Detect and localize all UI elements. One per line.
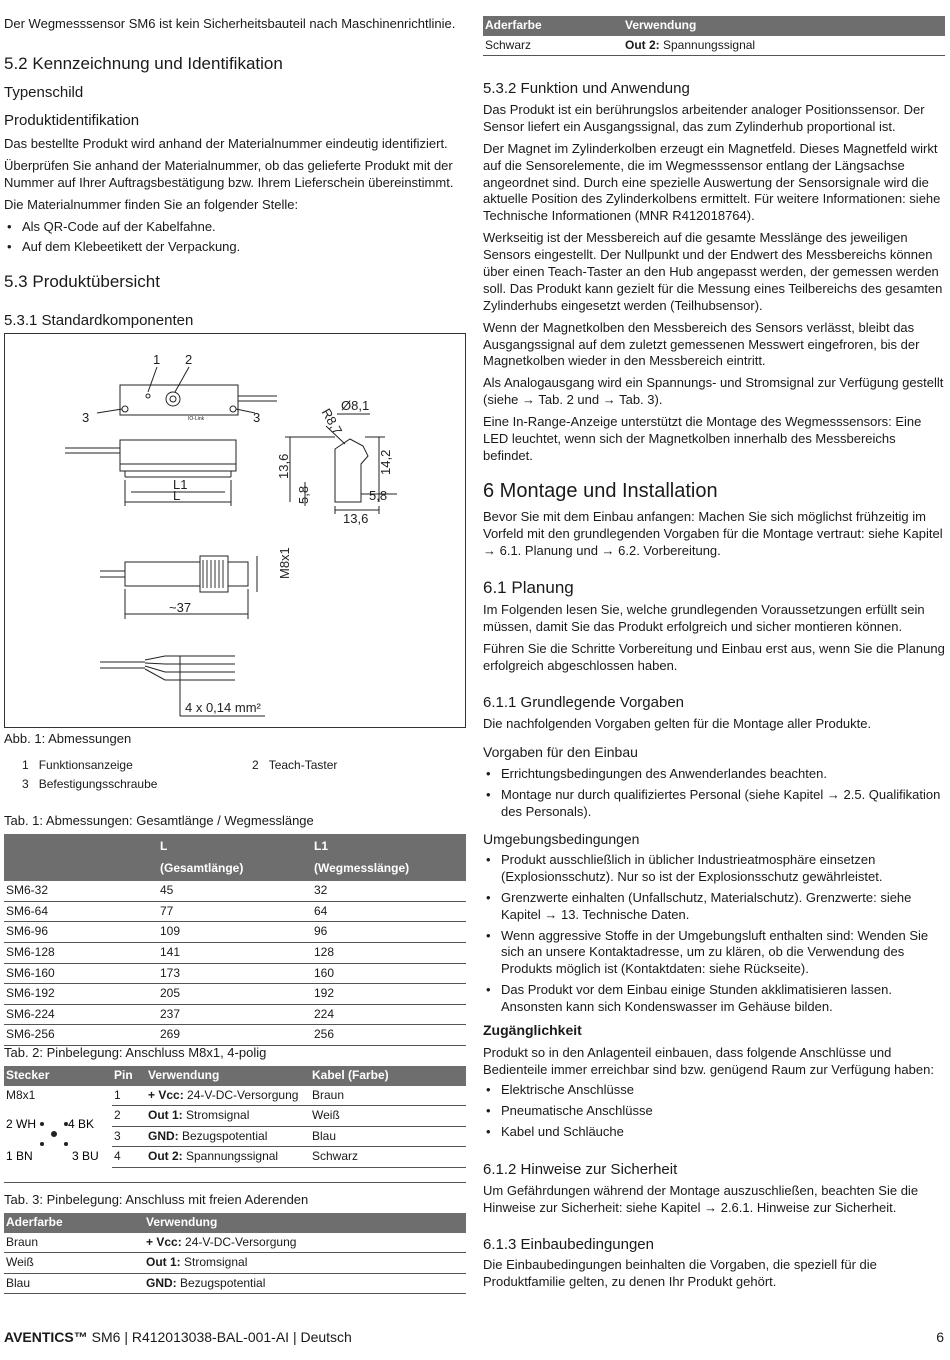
tab1-l1: 32 <box>312 881 466 901</box>
table-row <box>4 901 466 922</box>
einbau-heading: Vorgaben für den Einbau <box>483 744 638 760</box>
tab2-usage: GND: Bezugspotential <box>146 1126 310 1147</box>
list-item: • Auf dem Klebeetikett der Verpackung. <box>4 239 466 256</box>
footer-brand: AVENTICS™ <box>4 1328 88 1345</box>
tab3-header: Verwendung <box>144 1213 466 1233</box>
tab3-continued-table <box>483 16 945 56</box>
list-item: • Kabel und Schläuche <box>483 1124 945 1141</box>
section-6-title: 6 Montage und Installation <box>483 480 718 502</box>
wire-lead <box>145 656 235 660</box>
typenschild-heading: Typenschild <box>4 84 84 101</box>
pin-wh-label: 2 WH <box>6 1116 36 1131</box>
tab1-model: SM6-192 <box>4 984 158 1005</box>
section-5-2-title: 5.2 Kennzeichnung und Identifikation <box>4 54 283 73</box>
s532-p6: Eine In-Range-Anzeige unterstützt die Montage des Wegmesssensors: Eine LED leuchtet, wenn sich der Magnetkolben innerhalb des Messbereichs befindet. <box>483 414 922 463</box>
s61-p2: Führen Sie die Schritte Vorbereitung und Einbau erst aus, wenn Sie die Planung erfolgreich abgeschlossen haben. <box>483 640 945 673</box>
dim-diameter: Ø8,1 <box>341 398 370 413</box>
callout-2: 2 <box>185 352 193 367</box>
s612-p1: Um Gefährdungen während der Montage auszuschließen, beachten Sie die Hinweise zur Sicherheit: siehe Kapitel → 2.6.1. Hinweise zur Sicherheit. <box>483 1183 919 1215</box>
tab1-l: 109 <box>158 922 312 943</box>
tab3c-header: Verwendung <box>623 16 945 36</box>
tab3c-color: Schwarz <box>483 36 623 56</box>
profile-section <box>335 439 368 502</box>
table-row <box>4 963 466 984</box>
page-number: 6 <box>936 1328 944 1345</box>
tab1-l: 269 <box>158 1025 312 1046</box>
section-5-3-title: 5.3 Produktübersicht <box>4 272 160 291</box>
tab1-l: 205 <box>158 984 312 1005</box>
list-item: • Elektrische Anschlüsse <box>483 1082 945 1099</box>
tab3-caption: Tab. 3: Pinbelegung: Anschluss mit freien Aderenden <box>4 1192 309 1207</box>
tab3-color: Weiß <box>4 1253 144 1274</box>
tab1-table <box>4 834 466 1046</box>
tab1-l: 77 <box>158 901 312 922</box>
dim-37: ~37 <box>169 600 192 615</box>
dim-13-6-height: 13,6 <box>276 453 291 479</box>
tab3-usage: + Vcc: 24-V-DC-Versorgung <box>144 1233 466 1253</box>
s52-p1: Das bestellte Produkt wird anhand der Materialnummer eindeutig identifiziert. <box>4 136 448 151</box>
umgebung-list <box>483 852 945 1020</box>
tab1-l: 45 <box>158 881 312 901</box>
s613-p1: Die Einbaubedingungen beinhalten die Vorgaben, die speziell für die Produktfamilie gelten, zu denen Ihr Produkt gehört. <box>483 1257 877 1289</box>
section-5-3-2-title: 5.3.2 Funktion und Anwendung <box>483 80 690 97</box>
footer-doc-info: SM6 | R412013038-BAL-001-AI | Deutsch <box>87 1328 352 1345</box>
tab3-header: Aderfarbe <box>4 1213 144 1233</box>
legend-text: Teach-Taster <box>268 758 338 772</box>
tab2-color: Schwarz <box>310 1147 466 1168</box>
s61-body <box>483 602 945 680</box>
dim-14-2: 14,2 <box>378 449 393 475</box>
wire-spec: 4 x 0,14 mm² <box>185 700 261 715</box>
s532-p3: Werkseitig ist der Messbereich auf die gesamte Messlänge des jeweiligen Sensors eingestellt. Der Nullpunkt und der Endwert des Messbereichs können über einen Teach-Taster an den Hub angepasst werden, der gemessen werden soll. Das Produkt kann gezielt für die Messung eines Teilbereichs des gesamten Zylinderhubs eingesetzt werden (Teilhubsensor). <box>483 230 943 313</box>
tab2-caption: Tab. 2: Pinbelegung: Anschluss M8x1, 4-polig <box>4 1045 267 1060</box>
tab3-color: Blau <box>4 1273 144 1294</box>
list-item: • Das Produkt vor dem Einbau einige Stunden akklimatisieren lassen. Ansonsten kann sich Kondenswasser im Gehäuse bilden. <box>483 982 945 1016</box>
callout-3-left: 3 <box>82 410 90 425</box>
intro-text: Der Wegmesssensor SM6 ist kein Sicherheitsbauteil nach Maschinenrichtlinie. <box>4 16 456 31</box>
dimension-drawing <box>5 334 465 727</box>
tab1-body <box>4 881 466 1045</box>
tab2-pin: 1 <box>112 1086 146 1106</box>
tab1-l1: 256 <box>312 1025 466 1046</box>
tab2-usage: Out 2: Spannungssignal <box>146 1147 310 1168</box>
tab1-l1: 64 <box>312 901 466 922</box>
tab1-l1: 96 <box>312 922 466 943</box>
section-6-1-title: 6.1 Planung <box>483 578 574 597</box>
figure-caption: Abb. 1: Abmessungen <box>4 731 132 746</box>
tab1-l: 173 <box>158 963 312 984</box>
m8-pin-diagram <box>4 1104 104 1174</box>
s52-p2: Überprüfen Sie anhand der Materialnummer, ob das gelieferte Produkt mit der Nummer auf Ihrer Auftragsbestätigung bzw. Ihrem Lieferschein übereinstimmt. <box>4 157 454 190</box>
tab2-header: Stecker <box>4 1066 112 1086</box>
sensor-side-view <box>120 440 236 471</box>
section-6-1-1-title: 6.1.1 Grundlegende Vorgaben <box>483 694 684 711</box>
s6-p1: Bevor Sie mit dem Einbau anfangen: Machen Sie sich möglichst frühzeitig im Vorfeld mit den grundlegenden Vorgaben für die Montage vertraut: siehe Kapitel → 6.1. Planung und → 6.2. Vorbereitung. <box>483 509 943 558</box>
sensor-top-view <box>120 385 238 415</box>
table-row <box>4 1025 466 1046</box>
tab3-color: Braun <box>4 1233 144 1253</box>
tab1-l1: 224 <box>312 1004 466 1025</box>
tab2-pin: 3 <box>112 1126 146 1147</box>
tab1-model: SM6-32 <box>4 881 158 901</box>
tab1-model: SM6-96 <box>4 922 158 943</box>
list-item: • Produkt ausschließlich in üblicher Industrieatmosphäre einsetzen (Explosionsschutz). Nur so ist der Explosionsschutz gewährleistet. <box>483 852 945 886</box>
tab3c-usage: Out 2: Spannungssignal <box>623 36 945 56</box>
s611-p1: Die nachfolgenden Vorgaben gelten für die Montage aller Produkte. <box>483 716 872 731</box>
s532-p2: Der Magnet im Zylinderkolben erzeugt ein Magnetfeld. Dieses Magnetfeld wirkt auf die Sensorelemente, die im Wegmesssensor entlang der Längsachse angeordnet sind. Durch eine spezielle Auswertung der Sensorsignale wird die aktuelle Position des Zylinderkolbens ermittelt. Für weitere Informationen: siehe Technische Informationen (MNR R412018764). <box>483 140 941 224</box>
list-item: • Montage nur durch qualifiziertes Personal (siehe Kapitel → 2.5. Qualifikation des Personals). <box>483 787 945 821</box>
legend-num: 1 <box>22 758 29 772</box>
tab1-caption: Tab. 1: Abmessungen: Gesamtlänge / Wegmesslänge <box>4 813 314 828</box>
dim-radius: R8,7 <box>318 405 346 438</box>
wire-lead <box>145 666 235 672</box>
tab1-model: SM6-224 <box>4 1004 158 1025</box>
table-row <box>4 922 466 943</box>
s532-p4: Wenn der Magnetkolben den Messbereich des Sensors verlässt, bleibt das Ausgangssignal auf dem zuletzt gemessenen Messwert eingefroren, bis der Magnetkolben wieder in den Messbereich eintritt. <box>483 319 920 369</box>
pin-bu-label: 3 BU <box>72 1148 99 1163</box>
dim-l: L <box>173 488 181 503</box>
list-item: • Wenn aggressive Stoffe in der Umgebungsluft enthalten sind: Wenden Sie sich an unsere Kontaktadresse, um zu klären, ob die Verwendung des Produkts möglich ist (Kontaktdaten: siehe Rückseite). <box>483 928 945 979</box>
s52-bullets <box>4 219 466 257</box>
table-row <box>4 942 466 963</box>
umgebung-heading: Umgebungsbedingungen <box>483 831 640 847</box>
pin-bn-label: 1 BN <box>6 1148 33 1163</box>
table-row <box>4 984 466 1005</box>
tab1-model: SM6-64 <box>4 901 158 922</box>
stecker-label: M8x1 <box>6 1087 36 1102</box>
tab2-header: Verwendung <box>146 1066 310 1086</box>
tab2-color: Weiß <box>310 1106 466 1127</box>
dim-5-8-height: 5,8 <box>296 485 311 504</box>
pin-bk-label: 4 BK <box>68 1116 95 1131</box>
list-item: • Grenzwerte einhalten (Unfallschutz, Materialschutz). Grenzwerte: siehe Kapitel → 13. Technische Daten. <box>483 890 945 924</box>
screw-icon <box>230 406 236 412</box>
tab1-l: 237 <box>158 1004 312 1025</box>
wire-lead <box>145 663 235 664</box>
tab1-model: SM6-256 <box>4 1025 158 1046</box>
tab2-usage: + Vcc: 24-V-DC-Versorgung <box>146 1086 310 1106</box>
tab3c-header: Aderfarbe <box>483 16 623 36</box>
footer <box>4 1328 352 1346</box>
tab2-usage: Out 1: Stromsignal <box>146 1106 310 1127</box>
zug-p: Produkt so in den Anlagenteil einbauen, dass folgende Anschlüsse und Bedienteile immer erreichbar sind bzw. genügend Raum zur Verfügung haben: <box>483 1045 934 1077</box>
dim-l1: L1 <box>173 477 188 492</box>
section-5-3-1-title: 5.3.1 Standardkomponenten <box>4 312 194 329</box>
list-item: • Als QR-Code auf der Kabelfahne. <box>4 219 466 236</box>
tab1-model: SM6-128 <box>4 942 158 963</box>
list-item: • Pneumatische Anschlüsse <box>483 1103 945 1120</box>
tab3-table <box>4 1213 466 1294</box>
s532-p5: Als Analogausgang wird ein Spannungs- und Stromsignal zur Verfügung gestellt (siehe → Tab. 2 und → Tab. 3). <box>483 375 944 408</box>
teach-button-icon <box>166 392 180 406</box>
s61-p1: Im Folgenden lesen Sie, welche grundlegenden Voraussetzungen erfüllt sein müssen, damit Sie das Produkt erfolgreich und sicher montieren können. <box>483 602 925 634</box>
tab1-model: SM6-160 <box>4 963 158 984</box>
dim-13-6-width: 13,6 <box>343 511 369 526</box>
led-icon <box>146 394 150 398</box>
callout-3-right: 3 <box>253 410 261 425</box>
tab2-bottom-rule <box>4 1182 466 1183</box>
tab1-l1: 160 <box>312 963 466 984</box>
tab1-l1: 192 <box>312 984 466 1005</box>
tab2-pin: 2 <box>112 1106 146 1127</box>
dimension-figure <box>4 333 466 728</box>
legend-text: Befestigungsschraube <box>38 777 158 791</box>
table-row <box>4 881 466 901</box>
section-6-1-3-title: 6.1.3 Einbaubedingungen <box>483 1236 654 1253</box>
einbau-list <box>483 766 945 825</box>
produktident-heading: Produktidentifikation <box>4 112 140 129</box>
io-link-label: IO-Link <box>188 416 205 422</box>
legend-num: 3 <box>22 777 29 791</box>
s532-p1: Das Produkt ist ein berührungslos arbeitender analoger Positionssensor. Der Sensor liefert ein Ausgangssignal, das zum Zylinderhub proportional ist. <box>483 102 925 134</box>
list-item: • Errichtungsbedingungen des Anwenderlandes beachten. <box>483 766 945 783</box>
s52-p3: Die Materialnummer finden Sie an folgender Stelle: <box>4 196 299 212</box>
zugaenglichkeit-heading: Zugänglichkeit <box>483 1022 582 1038</box>
tab1-header-l: L (Gesamtlänge) <box>158 834 312 881</box>
tab2-color: Braun <box>310 1086 466 1106</box>
zug-list <box>483 1082 945 1145</box>
tab1-l: 141 <box>158 942 312 963</box>
tab3-usage: GND: Bezugspotential <box>144 1273 466 1294</box>
wire-lead <box>145 669 235 680</box>
tab2-header: Pin <box>112 1066 146 1086</box>
tab2-pin: 4 <box>112 1147 146 1168</box>
m8-connector <box>125 562 200 586</box>
tab3-usage: Out 1: Stromsignal <box>144 1253 466 1274</box>
dim-m8: M8x1 <box>277 547 292 579</box>
legend-num: 2 <box>252 758 259 772</box>
dim-5-8-width: 5,8 <box>369 488 388 503</box>
tab1-header-empty <box>4 834 158 881</box>
tab2-table <box>4 1066 466 1168</box>
callout-1: 1 <box>153 352 161 367</box>
section-6-1-2-title: 6.1.2 Hinweise zur Sicherheit <box>483 1161 678 1178</box>
table-row <box>4 1004 466 1025</box>
tab2-stecker-cell <box>4 1086 112 1168</box>
tab2-header: Kabel (Farbe) <box>310 1066 466 1086</box>
legend-text: Funktionsanzeige <box>38 758 133 772</box>
tab1-header-l1: L1 (Wegmesslänge) <box>312 834 466 881</box>
m8-knurled-nut <box>200 556 228 592</box>
s532-body <box>483 102 945 470</box>
tab1-l1: 128 <box>312 942 466 963</box>
screw-icon <box>122 406 128 412</box>
tab2-color: Blau <box>310 1126 466 1147</box>
